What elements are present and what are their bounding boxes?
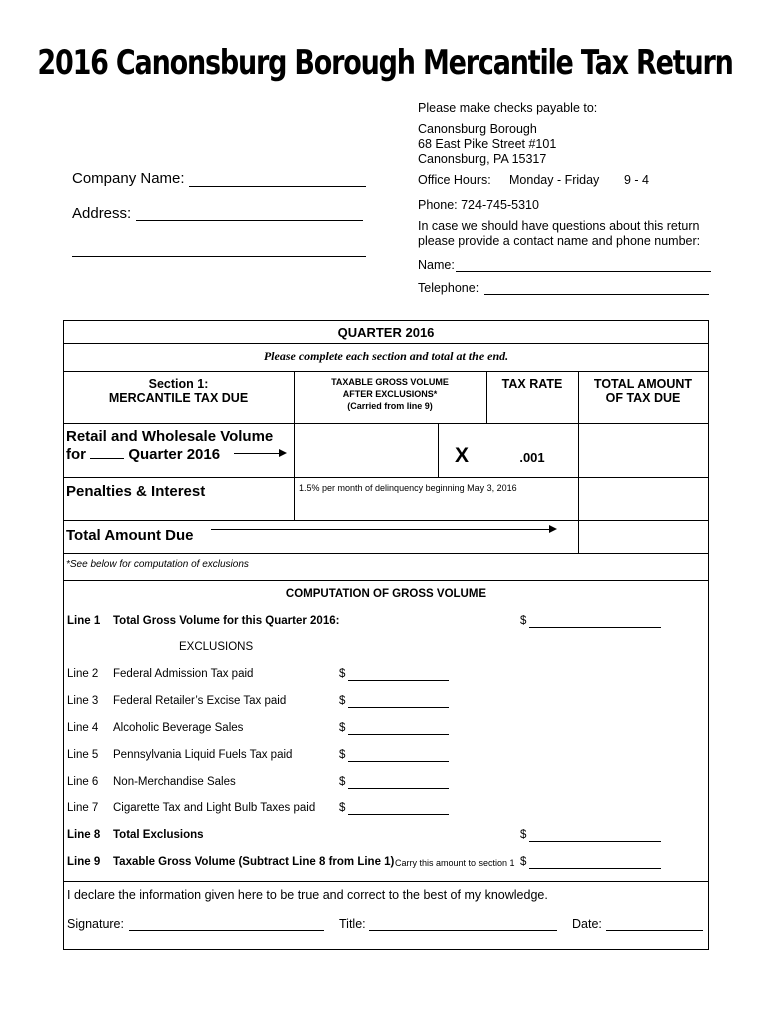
company-name-label: Company Name: bbox=[72, 170, 185, 187]
contact-telephone-field[interactable] bbox=[484, 294, 709, 295]
quarter-number-field[interactable] bbox=[90, 446, 124, 459]
col-taxable-gross-2: AFTER EXCLUSIONS* bbox=[342, 389, 438, 399]
col-total-amount-1: TOTAL AMOUNT bbox=[593, 377, 693, 391]
line-9-amount-field[interactable] bbox=[529, 868, 661, 869]
title-label: Title: bbox=[339, 917, 366, 931]
page-title: 2016 Canonsburg Borough Mercantile Tax Return bbox=[37, 44, 733, 83]
currency-sign: $ bbox=[339, 722, 346, 734]
line-number: Line 2 bbox=[67, 668, 99, 680]
col-tax-rate: TAX RATE bbox=[501, 377, 563, 391]
total-arrow-head-icon bbox=[549, 525, 557, 533]
signature-label: Signature: bbox=[67, 917, 124, 931]
line-number: Line 7 bbox=[67, 802, 99, 814]
section-instruction: Please complete each section and total at the end. bbox=[263, 349, 509, 363]
payee-street: 68 East Pike Street #101 bbox=[418, 137, 557, 151]
line-number: Line 8 bbox=[67, 829, 101, 841]
contact-note-2: please provide a contact name and phone number: bbox=[418, 234, 701, 248]
date-field[interactable] bbox=[606, 930, 703, 931]
line-label: Cigarette Tax and Light Bulb Taxes paid bbox=[113, 802, 316, 814]
line-4-amount-field[interactable] bbox=[348, 734, 449, 735]
exclusions-footnote: *See below for computation of exclusions bbox=[66, 559, 249, 570]
line-number: Line 6 bbox=[67, 776, 99, 788]
line-label: Pennsylvania Liquid Fuels Tax paid bbox=[113, 749, 293, 761]
penalties-amount-field[interactable] bbox=[579, 478, 708, 520]
line-2-amount-field[interactable] bbox=[348, 680, 449, 681]
line-label: Non-Merchandise Sales bbox=[113, 776, 236, 788]
line-5-amount-field[interactable] bbox=[348, 761, 449, 762]
total-arrow-icon bbox=[211, 529, 549, 530]
col-total-amount-2: OF TAX DUE bbox=[605, 391, 681, 405]
multiply-sign: X bbox=[454, 444, 469, 467]
currency-sign: $ bbox=[520, 615, 527, 627]
line-3-amount-field[interactable] bbox=[348, 707, 449, 708]
line-1-amount-field[interactable] bbox=[529, 627, 661, 628]
payee-name: Canonsburg Borough bbox=[418, 122, 537, 136]
line-6-amount-field[interactable] bbox=[348, 788, 449, 789]
arrow-right-icon bbox=[234, 453, 279, 454]
title-field[interactable] bbox=[369, 930, 557, 931]
currency-sign: $ bbox=[339, 776, 346, 788]
total-amount-due-field[interactable] bbox=[579, 521, 708, 553]
currency-sign: $ bbox=[520, 856, 527, 868]
line-number: Line 1 bbox=[67, 615, 101, 627]
taxable-gross-volume-field[interactable] bbox=[295, 424, 438, 477]
exclusions-heading: EXCLUSIONS bbox=[179, 641, 254, 653]
address-field-1[interactable] bbox=[136, 220, 363, 221]
section1-title: Section 1: bbox=[148, 377, 209, 391]
line-label: Federal Retailer’s Excise Tax paid bbox=[113, 695, 287, 707]
payee-city: Canonsburg, PA 15317 bbox=[418, 152, 547, 166]
tax-rate-value: .001 bbox=[519, 450, 545, 465]
line-label: Alcoholic Beverage Sales bbox=[113, 722, 244, 734]
line-label: Federal Admission Tax paid bbox=[113, 668, 254, 680]
col-taxable-gross-3: (Carried from line 9) bbox=[347, 401, 433, 411]
line-8-amount-field[interactable] bbox=[529, 841, 661, 842]
payable-heading: Please make checks payable to: bbox=[418, 101, 598, 115]
currency-sign: $ bbox=[520, 829, 527, 841]
line-number: Line 3 bbox=[67, 695, 99, 707]
line-7-amount-field[interactable] bbox=[348, 814, 449, 815]
office-hours-days: Monday - Friday bbox=[509, 173, 600, 187]
computation-heading: COMPUTATION OF GROSS VOLUME bbox=[285, 588, 487, 600]
contact-note-1: In case we should have questions about this return bbox=[418, 219, 700, 233]
company-name-field[interactable] bbox=[189, 186, 366, 187]
penalties-note: 1.5% per month of delinquency beginning May 3, 2016 bbox=[299, 483, 517, 493]
contact-name-label: Name: bbox=[418, 258, 455, 272]
col-taxable-gross-1: TAXABLE GROSS VOLUME bbox=[331, 377, 449, 387]
total-tax-due-field[interactable] bbox=[579, 424, 708, 477]
currency-sign: $ bbox=[339, 749, 346, 761]
contact-name-field[interactable] bbox=[456, 271, 711, 272]
line-number: Line 9 bbox=[67, 856, 101, 868]
office-hours-time: 9 - 4 bbox=[624, 173, 650, 187]
line-label: Total Exclusions bbox=[113, 829, 204, 841]
line-number: Line 5 bbox=[67, 749, 99, 761]
penalties-label: Penalties & Interest bbox=[66, 483, 206, 500]
retail-volume-label: Retail and Wholesale Volume bbox=[66, 428, 274, 445]
quarter-heading: QUARTER 2016 bbox=[337, 325, 435, 340]
line-9-carry-note: Carry this amount to section 1 bbox=[395, 858, 515, 868]
declaration-statement: I declare the information given here to be true and correct to the best of my knowledge. bbox=[67, 888, 548, 902]
address-label: Address: bbox=[72, 205, 132, 222]
retail-quarter-label: for Quarter 2016 bbox=[66, 446, 221, 463]
signature-field[interactable] bbox=[129, 930, 324, 931]
line-label: Taxable Gross Volume (Subtract Line 8 from Line 1) bbox=[113, 856, 395, 868]
currency-sign: $ bbox=[339, 668, 346, 680]
currency-sign: $ bbox=[339, 695, 346, 707]
office-phone: Phone: 724-745-5310 bbox=[418, 198, 539, 212]
date-label: Date: bbox=[572, 917, 602, 931]
total-due-label: Total Amount Due bbox=[66, 527, 194, 544]
address-field-2[interactable] bbox=[72, 256, 366, 257]
currency-sign: $ bbox=[339, 802, 346, 814]
line-number: Line 4 bbox=[67, 722, 99, 734]
arrow-head-icon bbox=[279, 449, 287, 457]
line-label: Total Gross Volume for this Quarter 2016: bbox=[113, 615, 340, 627]
contact-telephone-label: Telephone: bbox=[418, 281, 480, 295]
section1-subtitle: MERCANTILE TAX DUE bbox=[108, 391, 249, 405]
office-hours-label: Office Hours: bbox=[418, 173, 491, 187]
